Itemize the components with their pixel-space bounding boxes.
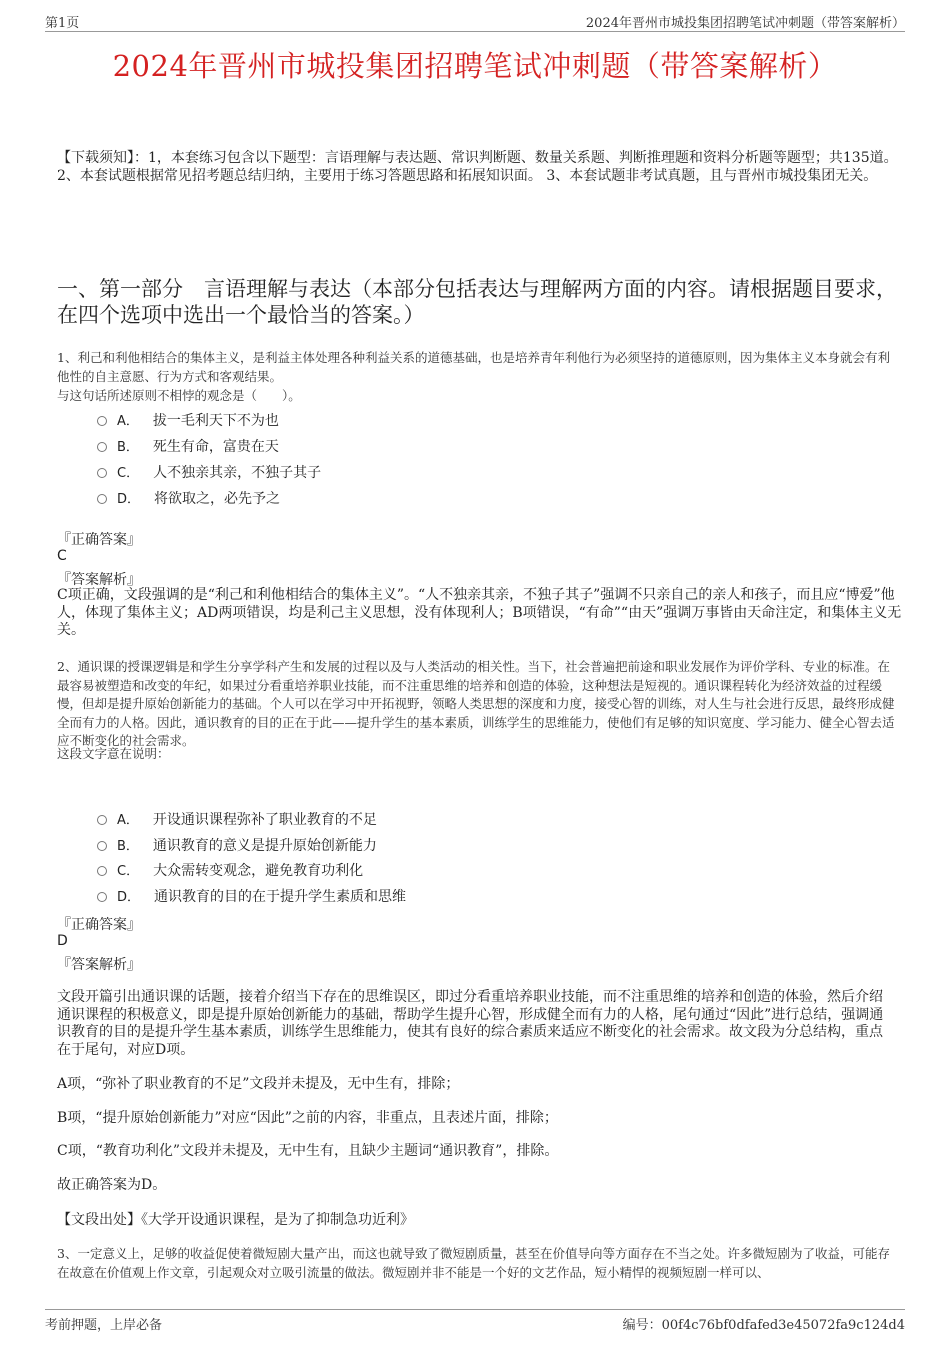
page-number: 第1页: [45, 16, 80, 31]
q2-answer-heading: 『正确答案』: [57, 917, 141, 933]
q2-answer: D: [57, 933, 68, 949]
option-label: B．: [117, 839, 139, 854]
option-text: 拔一毛利天下不为也: [152, 413, 279, 429]
document-id: 编号：00f4c76bf0dfafed3e45072fa9c124d4: [622, 1318, 905, 1333]
q2-analysis-heading: 『答案解析』: [57, 957, 141, 973]
q1-option-d[interactable]: [97, 488, 280, 508]
q2-stem: 2、通识课的授课逻辑是和学生分享学科产生和发展的过程以及与人类活动的相关性。当下，社会普遍把前途和职业发展作为评价学科、专业的标准。在最容易被塑造和改变的年纪，如果过分看重培养职业技能，而不注重思维的培养和创造的体验，这种想法是短视的。通识课程转化为经济效益的过程缓慢，但却是提升原始创新能力的基础。个人可以在学习中开拓视野，领略人类思想的深度和力度，接受心智的训练，对人生与社会进行反思，最终形成健全而有力的人格。因此，通识教育的目的正在于此——提升学生的基本素质，训练学生的思维能力，使他们有足够的知识宽度、学习能力、健全心智去适应不断变化的社会需求。: [57, 659, 895, 748]
q2-prompt: 这段文字意在说明：: [57, 746, 170, 761]
header-divider: [45, 31, 905, 32]
option-text: 大众需转变观念，避免教育功利化: [153, 863, 364, 879]
footer-slogan: 考前押题，上岸必备: [45, 1318, 163, 1333]
option-label: D．: [117, 492, 141, 507]
page-title: 2024年晋州市城投集团招聘笔试冲刺题（带答案解析）: [112, 49, 838, 83]
footer-divider: [45, 1309, 905, 1310]
q1-stem: 1、利己和利他相结合的集体主义，是利益主体处理各种利益关系的道德基础，也是培养青年利他行为必须坚持的道德原则，因为集体主义本身就会有利他性的自主意愿、行为方式和客观结果。: [57, 350, 890, 384]
q1-option-a[interactable]: [97, 410, 279, 430]
option-text: 死生有命，富贵在天: [152, 439, 279, 455]
q1-answer: C: [57, 548, 67, 564]
radio-icon[interactable]: [97, 416, 107, 426]
radio-icon[interactable]: [97, 841, 107, 851]
q2-note-c: C项，“教育功利化”文段并未提及，无中生有，且缺少主题词“通识教育”，排除。: [57, 1143, 559, 1159]
option-label: A．: [117, 813, 139, 828]
option-text: 开设通识课程弥补了职业教育的不足: [152, 812, 377, 828]
option-label: C．: [117, 864, 140, 879]
q2-note-a: A项，“弥补了职业教育的不足”文段并未提及，无中生有，排除；: [57, 1076, 460, 1092]
q2-conclusion: 故正确答案为D。: [57, 1177, 167, 1193]
q2-option-c[interactable]: [97, 860, 363, 880]
option-label: D．: [117, 890, 141, 905]
option-text: 通识教育的目的在于提升学生素质和思维: [154, 889, 407, 905]
option-label: C．: [117, 466, 140, 481]
radio-icon[interactable]: [97, 468, 107, 478]
q1-analysis-heading: 『答案解析』: [57, 572, 141, 588]
radio-icon[interactable]: [97, 494, 107, 504]
q1-option-b[interactable]: [97, 436, 279, 456]
section-heading: 一、第一部分 言语理解与表达（本部分包括表达与理解两方面的内容。请根据题目要求，在四个选项中选出一个最恰当的答案。）: [57, 277, 897, 327]
radio-icon[interactable]: [97, 815, 107, 825]
option-text: 将欲取之，必先予之: [154, 491, 281, 507]
option-text: 通识教育的意义是提升原始创新能力: [152, 838, 377, 854]
download-notice: 【下载须知】：1，本套练习包含以下题型：言语理解与表达题、常识判断题、数量关系题、判断推理题和资料分析题等题型；共135道。 2、本套试题根据常见招考题总结归纳，主要用于练习答题思路和拓展知识面。 3、本套试题非考试真题，且与晋州市城投集团无关。: [57, 150, 898, 184]
radio-icon[interactable]: [97, 442, 107, 452]
radio-icon[interactable]: [97, 892, 107, 902]
q2-analysis: 文段开篇引出通识课的话题，接着介绍当下存在的思维误区，即过分看重培养职业技能，而不注重思维的培养和创造的体验，然后介绍通识课程的积极意义，即是提升原始创新能力的基础，帮助学生提升心智，形成健全而有力的人格，尾句通过“因此”进行总结，强调通识教育的目的是提升学生基本素质，训练学生思维能力，使其有良好的综合素质来适应不断变化的社会需求。故文段为分总结构，重点在于尾句，对应D项。: [57, 989, 884, 1058]
q1-option-c[interactable]: [97, 462, 321, 482]
option-label: B．: [117, 440, 139, 455]
running-title: 2024年晋州市城投集团招聘笔试冲刺题（带答案解析）: [585, 16, 905, 31]
q2-option-b[interactable]: [97, 835, 377, 855]
q3-stem: 3、一定意义上，足够的收益促使着微短剧大量产出，而这也就导致了微短剧质量，甚至在价值导向等方面存在不当之处。许多微短剧为了收益，可能存在故意在价值观上作文章，引起观众对立吸引流量的做法。微短剧并非不能是一个好的文艺作品，短小精悍的视频短剧一样可以、: [57, 1246, 890, 1280]
option-label: A．: [117, 414, 139, 429]
q1-prompt: 与这句话所述原则不相悖的观念是（ ）。: [57, 388, 301, 403]
q2-note-b: B项，“提升原始创新能力”对应“因此”之前的内容，非重点，且表述片面，排除；: [57, 1110, 558, 1126]
q2-option-a[interactable]: [97, 809, 377, 829]
q1-analysis: C项正确，文段强调的是“利己和利他相结合的集体主义”。“人不独亲其亲，不独子其子”强调不只亲自己的亲人和孩子，而且应“博爱”他人，体现了集体主义；AD两项错误，均是利己主义思想，没有体现利人；B项错误，“有命”“由天”强调万事皆由天命注定，和集体主义无关。: [57, 587, 902, 638]
q2-source: 【文段出处】《大学开设通识课程，是为了抑制急功近利》: [57, 1212, 414, 1228]
q2-option-d[interactable]: [97, 886, 406, 906]
option-text: 人不独亲其亲，不独子其子: [153, 465, 322, 481]
radio-icon[interactable]: [97, 866, 107, 876]
q1-answer-heading: 『正确答案』: [57, 532, 141, 548]
